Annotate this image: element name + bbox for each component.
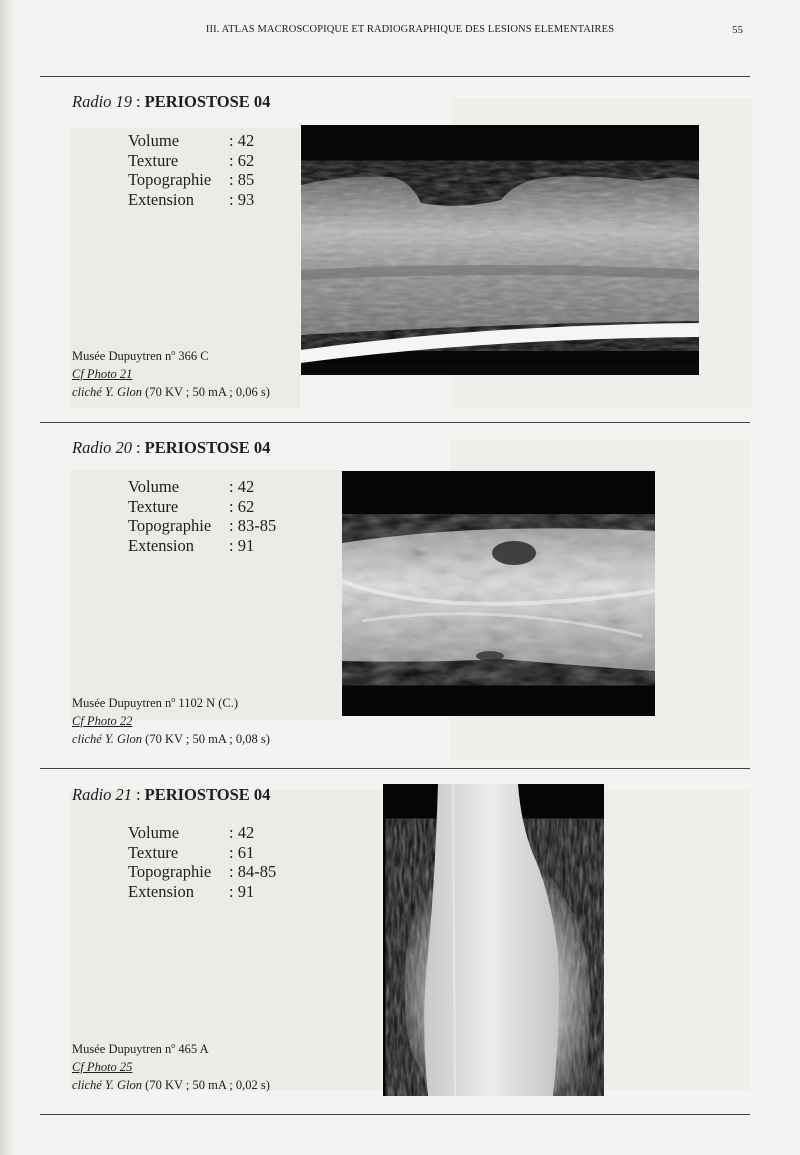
photo-ref-line[interactable] bbox=[72, 712, 270, 730]
museum-line bbox=[72, 1037, 270, 1058]
metric-label: Topographie bbox=[128, 862, 212, 881]
metric-label: Extension bbox=[128, 881, 194, 901]
metrics-block bbox=[128, 823, 276, 901]
metric-label: Texture bbox=[128, 496, 179, 516]
section-title bbox=[72, 92, 270, 112]
radio-label: Radio 19 bbox=[72, 92, 133, 111]
photo-ref-link[interactable]: Cf Photo 21 bbox=[72, 367, 133, 382]
metric-volume bbox=[128, 823, 276, 843]
museum-name: Musée Dupuytren n bbox=[72, 1042, 172, 1057]
metric-label: Topographie bbox=[128, 516, 212, 535]
section-divider bbox=[40, 768, 750, 769]
photo-ref-link[interactable]: Cf Photo 22 bbox=[72, 714, 133, 729]
radio-label: Radio 21 bbox=[72, 785, 133, 804]
metric-label: Volume bbox=[128, 823, 180, 842]
photo-ref-line[interactable] bbox=[72, 1058, 270, 1076]
title-colon: : bbox=[136, 92, 141, 111]
radio-name: PERIOSTOSE 04 bbox=[144, 785, 271, 804]
metric-texture bbox=[128, 497, 276, 517]
page-gutter-shadow bbox=[0, 0, 14, 1155]
metric-value: : 42 bbox=[229, 131, 255, 150]
metric-value: : 42 bbox=[229, 477, 255, 496]
xray-image bbox=[301, 125, 699, 375]
metric-topographie bbox=[128, 516, 276, 536]
metric-label: Topographie bbox=[128, 170, 212, 189]
xray-graphic bbox=[342, 471, 655, 716]
caption-block bbox=[72, 691, 270, 748]
metric-value: : 84-85 bbox=[229, 862, 277, 881]
section-title bbox=[72, 785, 270, 805]
metric-value: : 85 bbox=[229, 170, 255, 189]
metric-label: Texture bbox=[128, 842, 179, 862]
metric-value: : 83-85 bbox=[229, 516, 277, 535]
metric-label: Extension bbox=[128, 535, 194, 555]
numero-sup: o bbox=[171, 1041, 176, 1050]
metric-value: : 62 bbox=[229, 496, 255, 516]
metric-topographie bbox=[128, 170, 254, 190]
metric-extension bbox=[128, 190, 254, 210]
xray-image bbox=[342, 471, 655, 716]
metric-value: : 42 bbox=[229, 823, 255, 842]
credit-line bbox=[72, 383, 270, 401]
section-divider bbox=[40, 422, 750, 423]
metric-volume bbox=[128, 477, 276, 497]
museum-ref: 465 A bbox=[175, 1042, 209, 1057]
credit-name: cliché Y. Glon bbox=[72, 1078, 143, 1093]
xray-image bbox=[383, 784, 604, 1096]
show-through-panel bbox=[604, 790, 750, 1090]
metric-topographie bbox=[128, 862, 276, 882]
page-number: 55 bbox=[732, 24, 743, 36]
photo-ref-line[interactable] bbox=[72, 365, 270, 383]
radio-label: Radio 20 bbox=[72, 438, 133, 457]
metric-extension bbox=[128, 882, 276, 902]
running-header: III. ATLAS MACROSCOPIQUE ET RADIOGRAPHIQUE DES LESIONS ELEMENTAIRES bbox=[205, 24, 615, 35]
credit-line bbox=[72, 730, 270, 748]
metric-label: Extension bbox=[128, 189, 194, 209]
header-rule bbox=[40, 76, 750, 77]
metric-value: : 93 bbox=[229, 189, 255, 209]
title-colon: : bbox=[136, 438, 141, 457]
numero-sup: o bbox=[171, 348, 176, 357]
xray-graphic bbox=[383, 784, 604, 1096]
caption-block bbox=[72, 344, 270, 401]
credit-params: (70 KV ; 50 mA ; 0,06 s) bbox=[142, 385, 270, 400]
credit-name: cliché Y. Glon bbox=[72, 385, 143, 400]
metrics-block bbox=[128, 131, 254, 209]
museum-name: Musée Dupuytren n bbox=[72, 349, 172, 364]
museum-ref: 1102 N (C.) bbox=[175, 696, 239, 711]
credit-line bbox=[72, 1076, 270, 1094]
metric-texture bbox=[128, 843, 276, 863]
metric-value: : 62 bbox=[229, 150, 255, 170]
metric-label: Volume bbox=[128, 477, 180, 496]
section-title bbox=[72, 438, 270, 458]
credit-params: (70 KV ; 50 mA ; 0,02 s) bbox=[142, 1078, 270, 1093]
title-colon: : bbox=[136, 785, 141, 804]
metrics-block bbox=[128, 477, 276, 555]
xray-graphic bbox=[301, 125, 699, 375]
metric-value: : 91 bbox=[229, 535, 255, 555]
museum-line bbox=[72, 691, 270, 712]
museum-name: Musée Dupuytren n bbox=[72, 696, 172, 711]
museum-line bbox=[72, 344, 270, 365]
photo-ref-link[interactable]: Cf Photo 25 bbox=[72, 1060, 133, 1075]
metric-label: Texture bbox=[128, 150, 179, 170]
radio-name: PERIOSTOSE 04 bbox=[144, 92, 271, 111]
credit-name: cliché Y. Glon bbox=[72, 732, 143, 747]
numero-sup: o bbox=[171, 695, 176, 704]
footer-rule bbox=[40, 1114, 750, 1115]
metric-texture bbox=[128, 151, 254, 171]
radio-name: PERIOSTOSE 04 bbox=[144, 438, 271, 457]
credit-params: (70 KV ; 50 mA ; 0,08 s) bbox=[142, 732, 270, 747]
metric-value: : 91 bbox=[229, 881, 255, 901]
metric-extension bbox=[128, 536, 276, 556]
metric-value: : 61 bbox=[229, 842, 255, 862]
metric-volume bbox=[128, 131, 254, 151]
museum-ref: 366 C bbox=[175, 349, 209, 364]
metric-label: Volume bbox=[128, 131, 180, 150]
caption-block bbox=[72, 1037, 270, 1094]
